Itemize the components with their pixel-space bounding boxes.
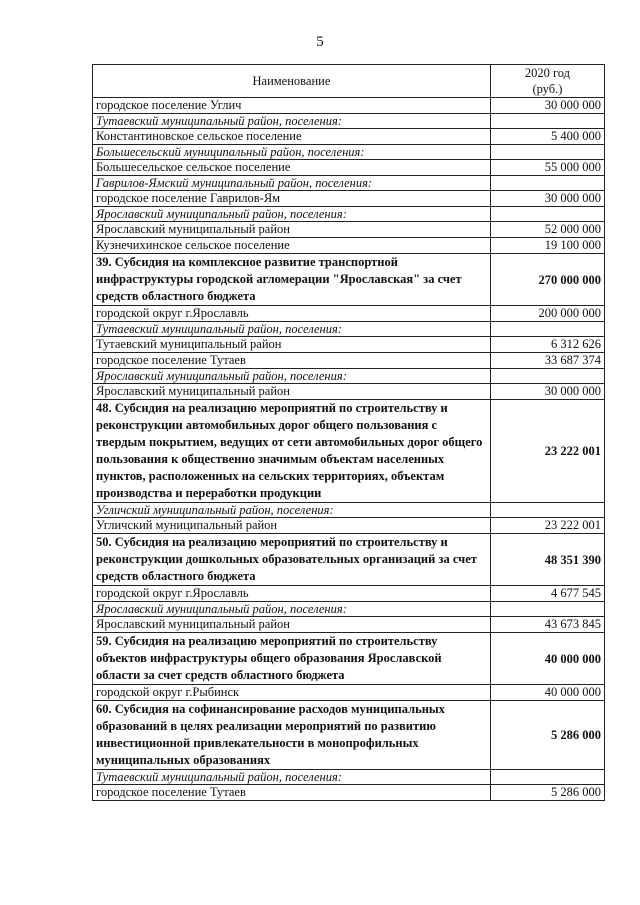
- value-cell: [490, 770, 604, 785]
- header-unit: (руб.): [532, 82, 563, 96]
- value-cell: 6 312 626: [490, 337, 604, 353]
- value-cell: 5 286 000: [490, 785, 604, 801]
- table-row: [93, 238, 605, 254]
- name-cell: Большесельское сельское поселение: [93, 160, 491, 176]
- value-cell: 52 000 000: [490, 222, 604, 238]
- value-cell: [490, 602, 604, 617]
- subsidy-row: [93, 701, 605, 770]
- group-name-cell: Тутаевский муниципальный район, поселения:: [93, 322, 491, 337]
- value-cell: 40 000 000: [490, 685, 604, 701]
- table-row: [93, 384, 605, 400]
- name-cell: Константиновское сельское поселение: [93, 129, 491, 145]
- group-header-row: [93, 176, 605, 191]
- header-name: Наименование: [93, 65, 491, 98]
- name-cell: городской округ г.Ярославль: [93, 586, 491, 602]
- value-cell: 43 673 845: [490, 617, 604, 633]
- table-body: [93, 98, 605, 801]
- name-cell: Ярославский муниципальный район: [93, 384, 491, 400]
- name-cell: 39. Субсидия на комплексное развитие транспортной инфраструктуры городской агломерации "Ярославская" за счет средств областного бюджета: [93, 254, 491, 306]
- value-cell: [490, 322, 604, 337]
- value-cell: [490, 114, 604, 129]
- name-cell: городской округ г.Ярославль: [93, 306, 491, 322]
- value-cell: 23 222 001: [490, 518, 604, 534]
- group-header-row: [93, 114, 605, 129]
- header-year: 2020 год: [524, 66, 571, 80]
- value-cell: 23 222 001: [490, 400, 604, 503]
- group-name-cell: Ярославский муниципальный район, поселения:: [93, 207, 491, 222]
- table-row: [93, 191, 605, 207]
- name-cell: городское поселение Углич: [93, 98, 491, 114]
- name-cell: Угличский муниципальный район: [93, 518, 491, 534]
- value-cell: 19 100 000: [490, 238, 604, 254]
- table-row: [93, 586, 605, 602]
- value-cell: 30 000 000: [490, 98, 604, 114]
- page-number: 5: [316, 34, 324, 50]
- subsidy-row: [93, 400, 605, 503]
- group-name-cell: Гаврилов-Ямский муниципальный район, поселения:: [93, 176, 491, 191]
- value-cell: [490, 207, 604, 222]
- table-header-row: [93, 65, 605, 98]
- subsidy-row: [93, 534, 605, 586]
- name-cell: городское поселение Тутаев: [93, 353, 491, 369]
- name-cell: Ярославский муниципальный район: [93, 222, 491, 238]
- value-cell: [490, 503, 604, 518]
- table-row: [93, 617, 605, 633]
- group-header-row: [93, 369, 605, 384]
- name-cell: 59. Субсидия на реализацию мероприятий по строительству объектов инфраструктуры общего образования Ярославской области за счет средств областного бюджета: [93, 633, 491, 685]
- name-cell: Кузнечихинское сельское поселение: [93, 238, 491, 254]
- table-row: [93, 98, 605, 114]
- value-cell: 5 286 000: [490, 701, 604, 770]
- header-value: [490, 65, 604, 98]
- group-header-row: [93, 602, 605, 617]
- name-cell: Ярославский муниципальный район: [93, 617, 491, 633]
- group-name-cell: Ярославский муниципальный район, поселения:: [93, 602, 491, 617]
- value-cell: 33 687 374: [490, 353, 604, 369]
- name-cell: 48. Субсидия на реализацию мероприятий по строительству и реконструкции автомобильных дорог общего пользования с твердым покрытием, ведущих от сети автомобильных дорог общего пользования к общественно значимым объектам населенных пунктов, расположенных на сельских территориях, объектам производства и переработки продукции: [93, 400, 491, 503]
- value-cell: 200 000 000: [490, 306, 604, 322]
- group-header-row: [93, 503, 605, 518]
- table-row: [93, 518, 605, 534]
- value-cell: [490, 369, 604, 384]
- value-cell: 4 677 545: [490, 586, 604, 602]
- group-name-cell: Угличский муниципальный район, поселения:: [93, 503, 491, 518]
- name-cell: 60. Субсидия на софинансирование расходов муниципальных образований в целях реализации мероприятий по развитию инвестиционной привлекательности в монопрофильных муниципальных образованиях: [93, 701, 491, 770]
- table-row: [93, 306, 605, 322]
- name-cell: городское поселение Тутаев: [93, 785, 491, 801]
- value-cell: 270 000 000: [490, 254, 604, 306]
- table-row: [93, 785, 605, 801]
- table-row: [93, 685, 605, 701]
- table-row: [93, 337, 605, 353]
- table-row: [93, 129, 605, 145]
- subsidy-row: [93, 633, 605, 685]
- table-row: [93, 353, 605, 369]
- value-cell: 30 000 000: [490, 384, 604, 400]
- group-name-cell: Ярославский муниципальный район, поселения:: [93, 369, 491, 384]
- group-header-row: [93, 145, 605, 160]
- table-row: [93, 222, 605, 238]
- name-cell: Тутаевский муниципальный район: [93, 337, 491, 353]
- group-name-cell: Большесельский муниципальный район, поселения:: [93, 145, 491, 160]
- value-cell: [490, 145, 604, 160]
- value-cell: 48 351 390: [490, 534, 604, 586]
- group-header-row: [93, 207, 605, 222]
- name-cell: 50. Субсидия на реализацию мероприятий по строительству и реконструкции дошкольных образовательных организаций за счет средств областного бюджета: [93, 534, 491, 586]
- group-name-cell: Тутаевский муниципальный район, поселения:: [93, 114, 491, 129]
- value-cell: 5 400 000: [490, 129, 604, 145]
- value-cell: 30 000 000: [490, 191, 604, 207]
- group-header-row: [93, 322, 605, 337]
- subsidy-row: [93, 254, 605, 306]
- value-cell: 40 000 000: [490, 633, 604, 685]
- value-cell: [490, 176, 604, 191]
- budget-table: [92, 64, 605, 801]
- name-cell: городское поселение Гаврилов-Ям: [93, 191, 491, 207]
- group-header-row: [93, 770, 605, 785]
- value-cell: 55 000 000: [490, 160, 604, 176]
- table-row: [93, 160, 605, 176]
- name-cell: городской округ г.Рыбинск: [93, 685, 491, 701]
- group-name-cell: Тутаевский муниципальный район, поселения:: [93, 770, 491, 785]
